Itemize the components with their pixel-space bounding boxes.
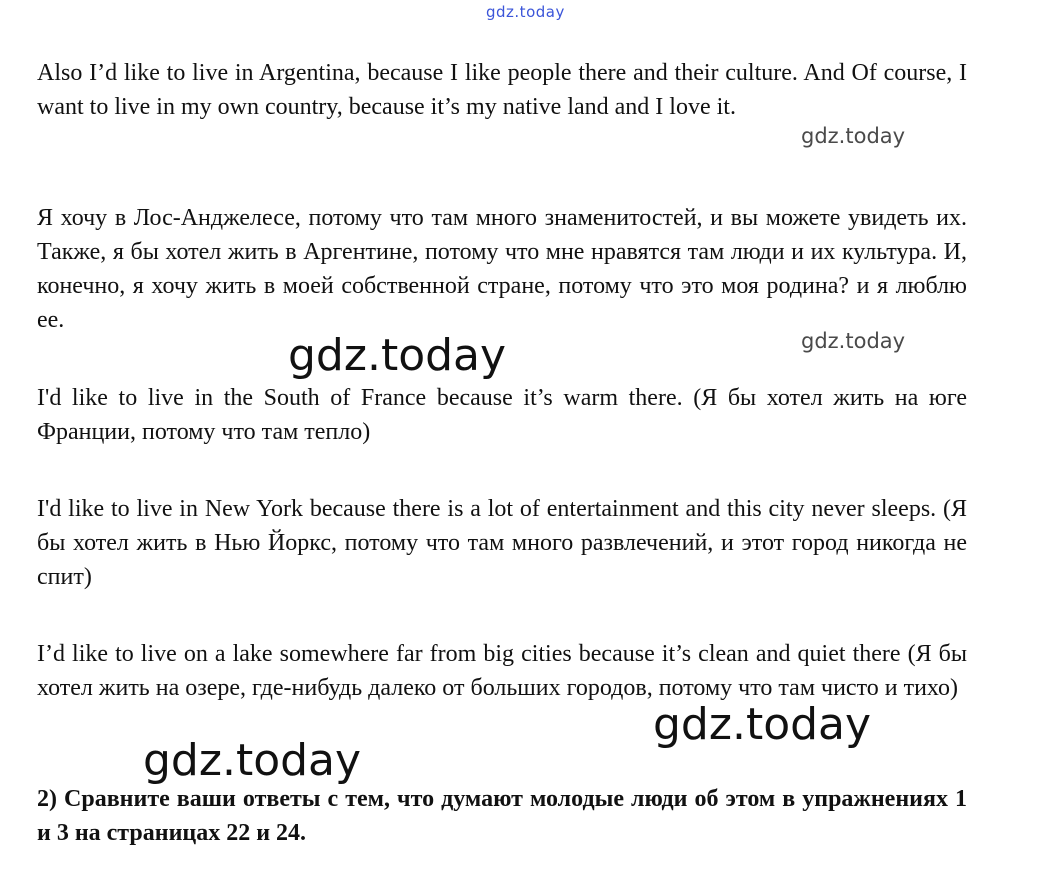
paragraph-south-of-france: I'd like to live in the South of France because it’s warm there. (Я бы хотел жить на юге Франции, потому что там тепло) (37, 385, 967, 445)
paragraph-los-angeles-ru: Я хочу в Лос-Анджелесе, потому что там много знаменитостей, и вы можете увидеть их. Также, я бы хотел жить в Аргентине, потому что мне нравятся там люди и их культура. И, конечно, я хочу жить в моей собственной стране, потому что это моя родина? и я люблю ее. (37, 205, 967, 333)
watermark-large: gdz.today (288, 330, 507, 381)
paragraph-lake: I’d like to live on a lake somewhere far from big cities because it’s clean and quiet there (Я бы хотел жить на озере, где-нибудь далеко от больших городов, потому что там чисто и тихо) (37, 641, 967, 701)
watermark-large: gdz.today (653, 699, 872, 750)
task-instruction: 2) Сравните ваши ответы с тем, что думают молодые люди об этом в упражнениях 1 и 3 на страницах 22 и 24. (37, 786, 967, 846)
watermark-large: gdz.today (143, 735, 362, 786)
watermark-top: gdz.today (486, 3, 565, 21)
watermark-small: gdz.today (801, 124, 906, 148)
watermark-small: gdz.today (801, 329, 906, 353)
paragraph-argentina-en: Also I’d like to live in Argentina, because I like people there and their culture. And Of course, I want to live in my own country, because it’s my native land and I love it. (37, 60, 967, 120)
paragraph-new-york: I'd like to live in New York because there is a lot of entertainment and this city never sleeps. (Я бы хотел жить в Нью Йоркс, потому что там много развлечений, и этот город никогда не спит) (37, 496, 967, 590)
